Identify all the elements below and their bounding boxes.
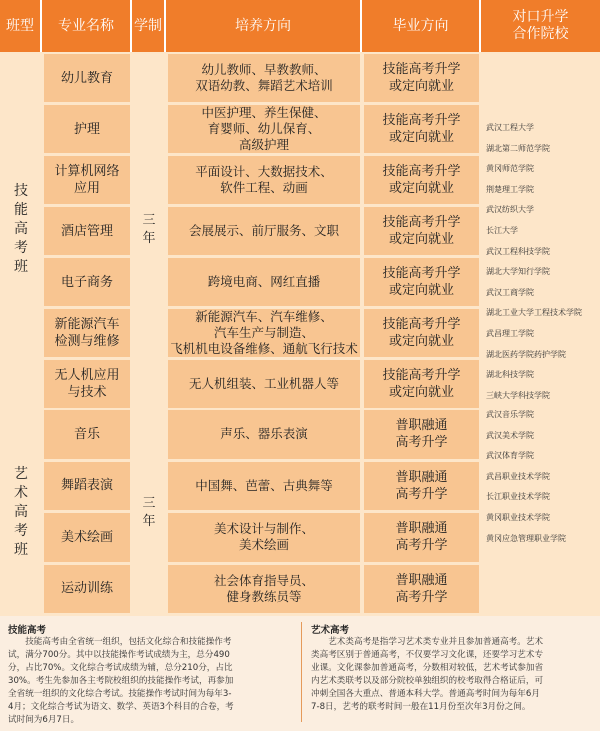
graduation-direction [364, 360, 479, 408]
graduation-line: 或定向就业 [388, 385, 454, 400]
partner-school: 武昌理工学院 [486, 329, 534, 338]
class-label-char: 考 [14, 240, 28, 256]
training-direction [168, 360, 360, 408]
note-line: 类高考区别于普通高考，不仅要学习文化课，还要学习艺术专 [311, 650, 544, 660]
partner-school: 湖北医药学院药护学院 [486, 349, 566, 359]
training-line: 中医护理、养生保健、 [201, 105, 327, 120]
training-line: 美术设计与制作、 [213, 521, 314, 537]
graduation-direction [364, 156, 479, 204]
graduation-direction [364, 309, 479, 357]
art-duration [132, 409, 166, 616]
graduation-direction [364, 207, 479, 255]
graduation-line: 技能高考升学 [382, 164, 461, 179]
graduation-line: 高考升学 [395, 435, 448, 451]
major-name-line: 无人机应用 [54, 368, 120, 383]
partner-school: 湖北科技学院 [486, 370, 534, 380]
note-line: 分，占比70%。文化综合考试成绩为辅，总分210分，占比 [8, 663, 233, 673]
note-line: 艺术类高考是指学习艺术类专业并且参加普通高考。艺术 [328, 637, 544, 647]
header-class-type [0, 0, 42, 52]
major-name [44, 565, 130, 614]
training-line: 无人机组装、工业机器人等 [188, 376, 339, 391]
note-line: 内艺术类联考以及部分院校单独组织的校考取得合格证后，可 [311, 676, 544, 686]
graduation-direction [364, 258, 479, 306]
training-direction [168, 565, 360, 614]
major-name-line: 幼儿教育 [60, 70, 113, 86]
training-line: 健身教练员等 [226, 588, 302, 604]
partner-school: 黄冈师范学院 [486, 164, 534, 174]
training-line: 飞机机电设备维修、通航飞行技术 [170, 341, 358, 356]
major-name [44, 54, 130, 102]
graduation-line: 或定向就业 [388, 181, 454, 196]
partner-school: 长江职业技术学院 [486, 492, 550, 502]
training-line: 汽车生产与制造、 [213, 325, 314, 340]
art-class-label [0, 409, 42, 616]
graduation-line: 高考升学 [395, 486, 448, 502]
major-name-line: 新能源汽车 [54, 317, 120, 332]
partner-school: 武汉体育学院 [486, 451, 534, 461]
skill-duration [132, 52, 166, 407]
graduation-direction [364, 410, 479, 459]
partner-school: 黄冈应急管理职业学院 [486, 533, 566, 543]
training-direction [168, 156, 360, 204]
training-line: 软件工程、动画 [220, 180, 308, 195]
header-graduation [362, 0, 481, 52]
graduation-line: 技能高考升学 [382, 317, 461, 332]
training-line: 会展展示、前厅服务、文职 [188, 223, 339, 238]
training-line: 双语幼教、舞蹈艺术培训 [195, 78, 333, 93]
major-name-line: 护理 [73, 121, 100, 137]
major-name-line: 应用 [73, 181, 100, 196]
notes-divider [301, 622, 302, 722]
major-name-line: 美术绘画 [60, 529, 113, 545]
training-line: 新能源汽车、汽车维修、 [195, 309, 333, 324]
partner-school: 武汉音乐学院 [486, 410, 534, 419]
partner-school: 三峡大学科技学院 [486, 390, 550, 400]
major-name-line: 酒店管理 [60, 223, 113, 239]
skill-class-label [0, 52, 42, 407]
table-header [0, 0, 600, 52]
graduation-direction [364, 54, 479, 102]
training-direction [168, 309, 360, 357]
partner-school: 武昌职业技术学院 [486, 471, 550, 481]
note-line: 业课。文化课参加普通高考，分数相对较低，艺术考试参加省 [311, 663, 544, 673]
class-label-char: 班 [14, 542, 28, 558]
note-line: 全省统一组织的文化综合考试。技能操作考试时间为每年3- [8, 689, 232, 699]
major-name-line: 音乐 [73, 426, 100, 442]
duration-char: 三 [142, 212, 156, 228]
partner-school: 荆楚理工学院 [486, 184, 534, 194]
header-partner [481, 0, 600, 52]
partner-school: 湖北第二师范学院 [486, 143, 550, 153]
graduation-line: 技能高考升学 [382, 215, 461, 230]
graduation-line: 或定向就业 [388, 283, 454, 298]
graduation-line: 或定向就业 [388, 334, 454, 349]
class-label-char: 能 [14, 202, 28, 218]
graduation-line: 或定向就业 [388, 232, 454, 247]
training-line: 跨境电商、网红直播 [207, 274, 321, 289]
training-direction [168, 462, 360, 511]
class-label-char: 高 [14, 504, 28, 520]
major-name [44, 105, 130, 153]
class-label-char: 高 [14, 221, 28, 237]
header-major-text: 专业名称 [58, 17, 114, 34]
partner-school: 武汉工程大学 [486, 123, 534, 132]
graduation-line: 普职融通 [395, 418, 448, 434]
partner-school: 武汉美术学院 [486, 430, 534, 440]
graduation-line: 高考升学 [395, 538, 448, 554]
training-line: 美术绘画 [238, 537, 289, 553]
graduation-line: 技能高考升学 [382, 113, 461, 128]
training-line: 高级护理 [238, 137, 289, 152]
major-name [44, 360, 130, 408]
graduation-line: 技能高考升学 [382, 62, 461, 77]
training-line: 社会体育指导员、 [213, 572, 314, 588]
note-line: 4月；文化综合考试为语文、数学、英语3个科目的合卷，考 [8, 702, 234, 712]
training-line: 中国舞、芭蕾、古典舞等 [195, 477, 333, 493]
partner-school: 湖北工业大学工程技术学院 [486, 308, 582, 318]
graduation-line: 普职融通 [395, 469, 448, 485]
major-name [44, 309, 130, 357]
note-line: 试时间为6月7日。 [8, 715, 80, 725]
major-name [44, 258, 130, 306]
partner-school: 长江大学 [486, 226, 518, 235]
header-partner-line: 对口升学 [512, 9, 569, 25]
note-line: 30%。考生先参加各主考院校组织的技能操作考试，再参加 [8, 676, 234, 686]
graduation-line: 或定向就业 [388, 79, 454, 94]
major-name [44, 462, 130, 511]
header-class-type-text: 班型 [6, 17, 34, 34]
class-label-char: 技 [14, 183, 28, 199]
partner-school: 武汉工程科技学院 [486, 246, 550, 256]
note-line: 技能高考由全省统一组织，包括文化综合和技能操作考 [25, 637, 232, 647]
class-label-char: 艺 [14, 466, 28, 482]
graduation-line: 技能高考升学 [382, 368, 461, 383]
skill-note-title: 技能高考 [8, 625, 47, 636]
class-label-char: 班 [14, 259, 28, 275]
header-major [42, 0, 132, 52]
header-graduation-text: 毕业方向 [392, 17, 449, 34]
major-name-line: 检测与维修 [54, 334, 120, 349]
note-line: 试，满分700分。其中以技能操作考试成绩为主，总分490 [8, 650, 230, 660]
notes-section [0, 616, 600, 731]
graduation-direction [364, 565, 479, 614]
class-label-char: 考 [14, 523, 28, 539]
training-line: 幼儿教师、早教教师、 [201, 62, 327, 77]
duration-char: 年 [142, 230, 156, 246]
major-name-line: 电子商务 [60, 274, 113, 290]
major-name [44, 410, 130, 459]
graduation-direction [364, 105, 479, 153]
partner-school: 武汉纺织大学 [486, 205, 534, 215]
training-direction [168, 410, 360, 459]
major-name-line: 运动训练 [60, 581, 113, 597]
partner-school: 黄冈职业技术学院 [486, 513, 550, 522]
header-training [166, 0, 362, 52]
major-name [44, 156, 130, 204]
art-note-title: 艺术高考 [311, 625, 350, 636]
major-name-line: 舞蹈表演 [60, 478, 113, 494]
header-duration [132, 0, 166, 52]
graduation-line: 高考升学 [395, 589, 448, 605]
partner-school: 武汉工商学院 [486, 287, 534, 297]
training-direction [168, 54, 360, 102]
training-line: 育婴师、幼儿保育、 [207, 121, 321, 136]
training-direction [168, 207, 360, 255]
graduation-line: 普职融通 [395, 572, 448, 588]
major-name [44, 513, 130, 562]
graduation-line: 或定向就业 [388, 130, 454, 145]
training-line: 平面设计、大数据技术、 [195, 164, 333, 179]
graduation-direction [364, 462, 479, 511]
note-line: 冲刺全国各大重点、普通本科大学。普通高考时间为每年6月 [311, 689, 540, 699]
training-line: 声乐、器乐表演 [220, 426, 308, 442]
major-name [44, 207, 130, 255]
major-name-line: 计算机网络 [54, 164, 120, 179]
header-partner-line: 合作院校 [512, 26, 569, 42]
class-label-char: 术 [14, 485, 28, 501]
duration-char: 三 [142, 495, 156, 511]
duration-char: 年 [142, 513, 156, 529]
training-direction [168, 105, 360, 153]
art-partner-schools [481, 409, 600, 616]
training-direction [168, 513, 360, 562]
graduation-line: 技能高考升学 [382, 266, 461, 281]
training-direction [168, 258, 360, 306]
skill-partner-schools [481, 52, 600, 407]
graduation-line: 普职融通 [395, 521, 448, 537]
graduation-direction [364, 513, 479, 562]
header-duration-text: 学制 [134, 17, 162, 34]
header-training-text: 培养方向 [235, 17, 291, 34]
partner-school: 湖北大学知行学院 [486, 267, 550, 277]
major-name-line: 与技术 [67, 385, 107, 400]
note-line: 7-8日，艺考的联考时间一般在11月份至次年3月份之间。 [311, 702, 531, 712]
